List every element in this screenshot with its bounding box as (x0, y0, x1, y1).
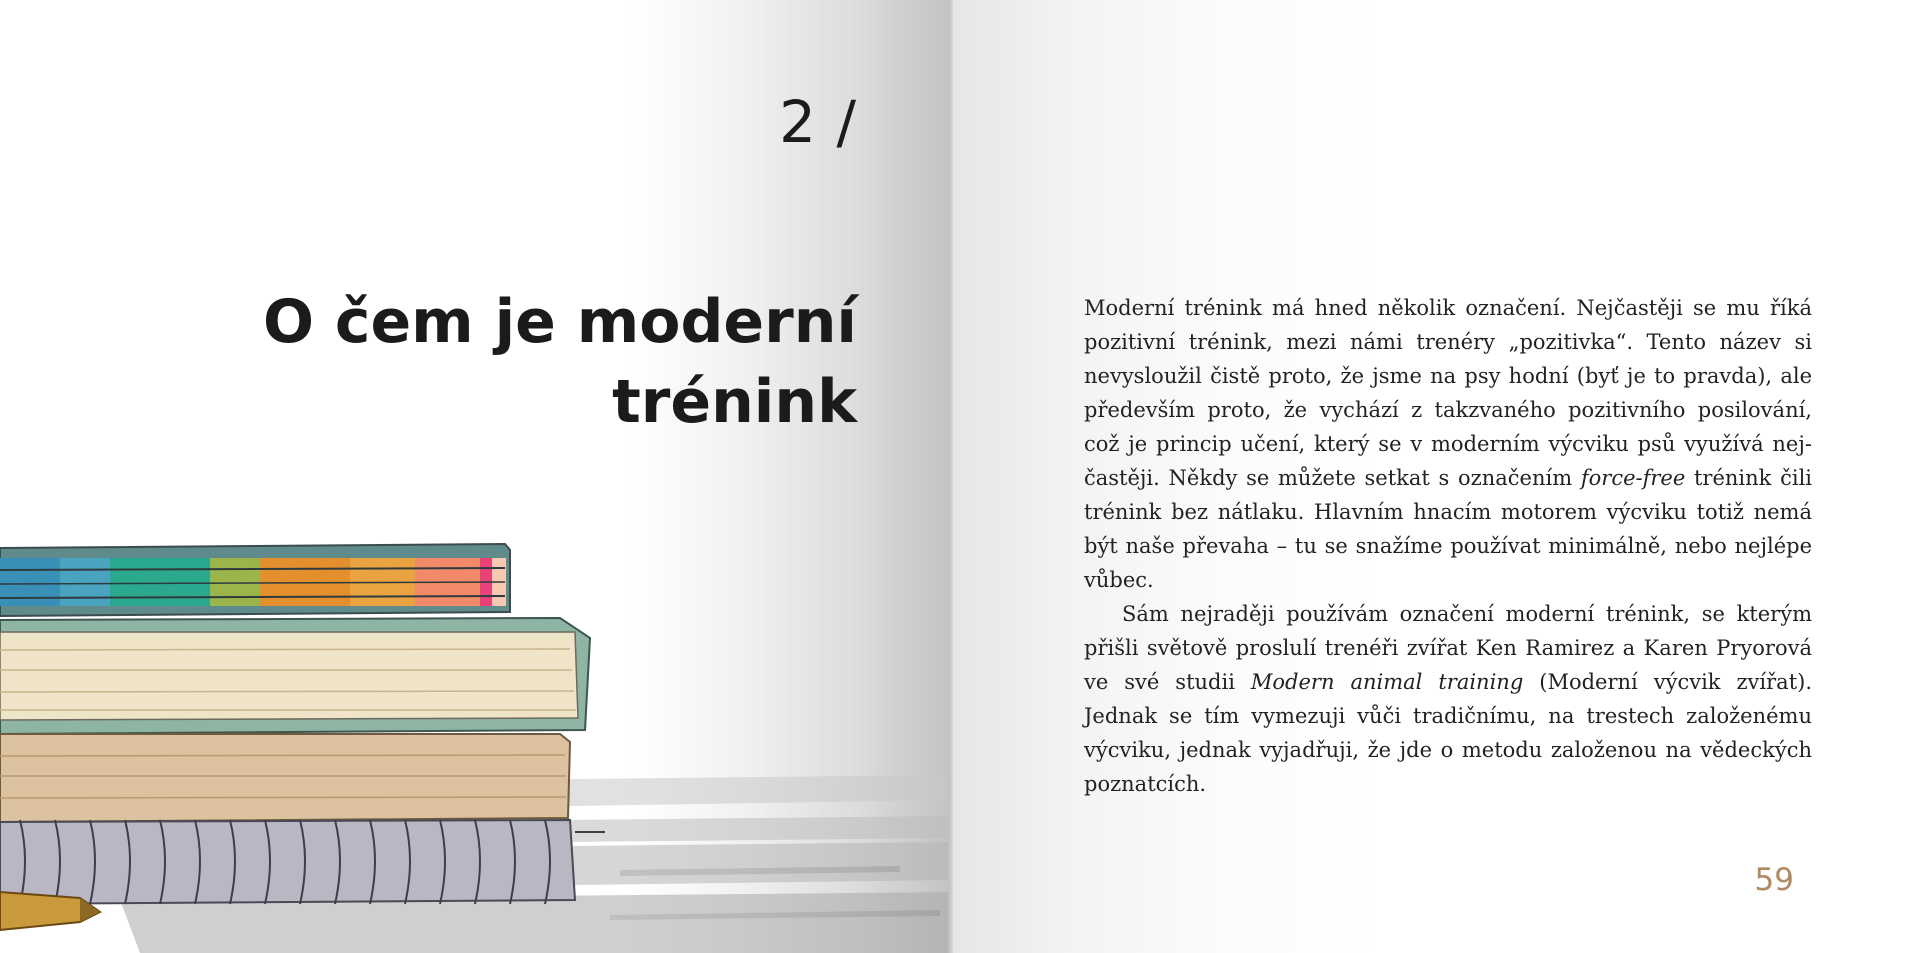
paragraph-1-italic: force-free (1580, 466, 1686, 490)
top-book (0, 544, 510, 616)
stacked-books-illustration (0, 520, 953, 953)
right-page (953, 0, 1906, 953)
middle-book (0, 618, 590, 734)
page-number: 59 (1754, 862, 1794, 898)
paragraph-2-italic: Modern animal training (1250, 670, 1524, 694)
paragraph-1-text-a: Moderní trénink má hned několik označení. Nejčastěji se mu říká pozitivní trénink, mezi námi trenéry „pozitivka“. Tento název si nevysloužil čistě proto, že jsme na psy hodní (byť je to pravda), ale především proto, že vychází z takzvaného pozitivního posilování, což je princip učení, který se v moderním výcviku psů využívá nejčastěji. Někdy se můžete setkat s označením (1084, 296, 1812, 490)
chapter-title-line-1: O čem je moderní (263, 287, 857, 357)
paragraph-1-text-b: trénink čili trénink bez nátlaku. Hlavním hnacím motorem výcviku totiž nemá být naše převaha – tu se snažíme používat minimálně, nebo nejlépe vůbec. (1084, 466, 1812, 592)
tan-book (0, 734, 570, 822)
paragraph-1 (1084, 291, 1812, 597)
chapter-title-line-2: trénink (612, 367, 857, 437)
paragraph-2-text-b: (Moderní výcvik zvířat). Jednak se tím vymezuji vůči tradičnímu, na trestech založenému výcviku, jednak vyjadřuji, že jde o metodu založenou na vědeckých poznatcích. (1084, 670, 1812, 796)
paragraph-2 (1084, 597, 1812, 801)
paragraph-2-text-a: Sám nejraději používám označení moderní trénink, se kterým přišli světově proslulí trenéři zvířat Ken Ramirez a Karen Pryorová ve své studii (1084, 602, 1812, 694)
spiral-binder (0, 820, 605, 904)
chapter-title (157, 282, 857, 442)
body-text (1084, 291, 1812, 801)
chapter-number: 2 / (779, 88, 857, 156)
